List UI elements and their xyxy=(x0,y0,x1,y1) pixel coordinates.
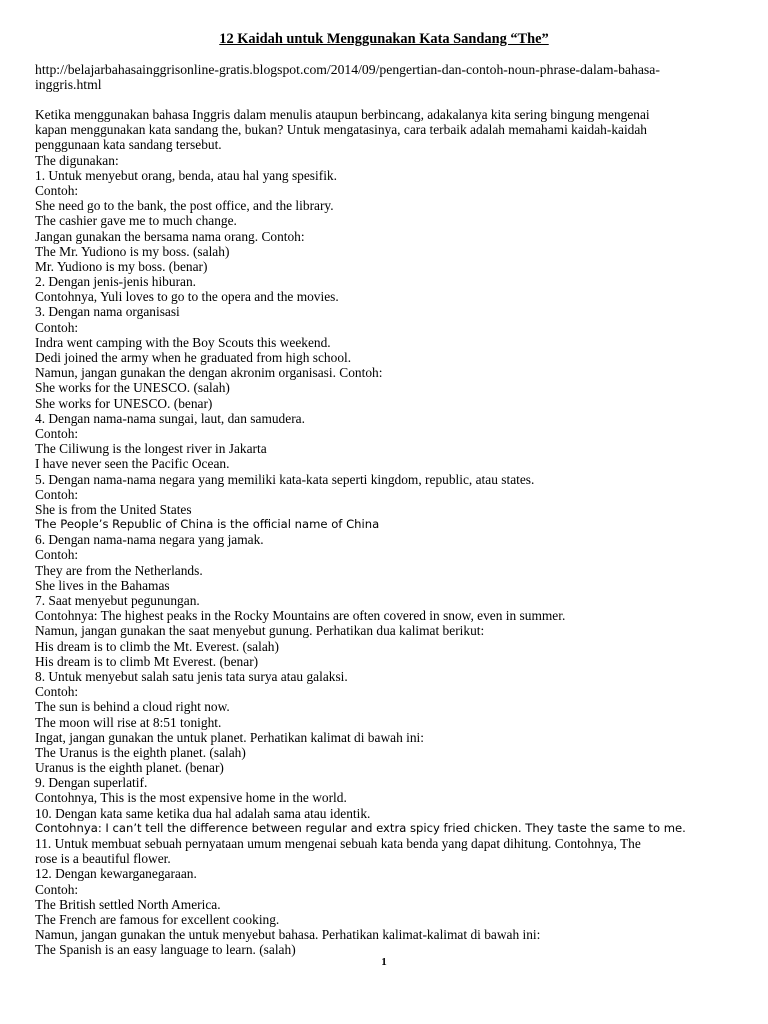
body-line: The Spanish is an easy language to learn. (salah) xyxy=(35,942,296,958)
body-line: 6. Dengan nama-nama negara yang jamak. xyxy=(35,532,264,548)
body-line: Contoh: xyxy=(35,182,79,198)
body-line: 9. Dengan superlatif. xyxy=(35,775,148,791)
body-line: Indra went camping with the Boy Scouts this weekend. xyxy=(35,334,331,350)
body-line: Jangan gunakan the bersama nama orang. Contoh: xyxy=(35,228,305,244)
body-line: 12. Dengan kewarganegaraan. xyxy=(35,866,197,882)
body-line: Ingat, jangan gunakan the untuk planet. Perhatikan kalimat di bawah ini: xyxy=(35,729,424,745)
body-line: She is from the United States xyxy=(35,501,192,517)
body-line: The moon will rise at 8:51 tonight. xyxy=(35,714,222,730)
source-url xyxy=(35,62,735,93)
body-line: The People’s Republic of China is the official name of China xyxy=(35,517,380,532)
body-line: 3. Dengan nama organisasi xyxy=(35,304,180,320)
body-line: The Ciliwung is the longest river in Jakarta xyxy=(35,441,267,457)
body-line: She lives in the Bahamas xyxy=(35,577,170,593)
body-line: 5. Dengan nama-nama negara yang memiliki kata-kata seperti kingdom, republic, atau states. xyxy=(35,471,535,487)
body-line: 7. Saat menyebut pegunungan. xyxy=(35,593,200,608)
body-line: I have never seen the Pacific Ocean. xyxy=(35,456,230,472)
body-line: Contohnya: The highest peaks in the Rocky Mountains are often covered in snow, even in summer. xyxy=(35,608,566,624)
source-url-line-2: inggris.html xyxy=(35,77,102,93)
body-line: She need go to the bank, the post office, and the library. xyxy=(35,198,334,214)
page-number: 1 xyxy=(381,956,387,968)
body-line: Dedi joined the army when he graduated from high school. xyxy=(35,350,352,365)
body-line: Namun, jangan gunakan the untuk menyebut bahasa. Perhatikan kalimat-kalimat di bawah ini: xyxy=(35,927,541,943)
body-line: 2. Dengan jenis-jenis hiburan. xyxy=(35,274,197,290)
body-line: 8. Untuk menyebut salah satu jenis tata surya atau galaksi. xyxy=(35,668,348,684)
body-line: Namun, jangan gunakan the saat menyebut gunung. Perhatikan dua kalimat berikut: xyxy=(35,623,485,639)
body-line: Uranus is the eighth planet. (benar) xyxy=(35,760,224,776)
body-line: Ketika menggunakan bahasa Inggris dalam menulis ataupun berbincang, adakalanya kita sering bingung mengenai xyxy=(35,107,650,122)
body-line: 11. Untuk membuat sebuah pernyataan umum mengenai sebuah kata benda yang dapat dihitung. Contohnya, The xyxy=(35,836,641,851)
body-line: Contoh: xyxy=(35,319,79,335)
body-line: Contohnya: I can’t tell the difference between regular and extra spicy fried chicken. They taste the same to me. xyxy=(35,820,686,835)
body-line: The digunakan: xyxy=(35,152,119,168)
body-line: The sun is behind a cloud right now. xyxy=(35,699,230,715)
document-title: 12 Kaidah untuk Menggunakan Kata Sandang “The” xyxy=(219,31,549,47)
body-line: The Mr. Yudiono is my boss. (salah) xyxy=(35,243,230,259)
body-line: The Uranus is the eighth planet. (salah) xyxy=(35,744,246,760)
body-line: The cashier gave me to much change. xyxy=(35,213,237,229)
body-line: Contoh: xyxy=(35,684,79,700)
body-line: 1. Untuk menyebut orang, benda, atau hal yang spesifik. xyxy=(35,167,337,183)
body-line: Mr. Yudiono is my boss. (benar) xyxy=(35,258,208,274)
body-line: Contohnya, This is the most expensive home in the world. xyxy=(35,790,347,806)
body-line: Contoh: xyxy=(35,486,79,502)
body-line: rose is a beautiful flower. xyxy=(35,851,171,867)
body-line: She works for UNESCO. (benar) xyxy=(35,395,213,411)
body-line: Contoh: xyxy=(35,425,79,441)
body-line: His dream is to climb the Mt. Everest. (salah) xyxy=(35,638,279,654)
body-line: His dream is to climb Mt Everest. (benar) xyxy=(35,653,259,669)
body-line: The British settled North America. xyxy=(35,896,221,912)
body-line: 4. Dengan nama-nama sungai, laut, dan samudera. xyxy=(35,410,305,426)
body-line: Namun, jangan gunakan the dengan akronim organisasi. Contoh: xyxy=(35,365,383,381)
body-line: 10. Dengan kata same ketika dua hal adalah sama atau identik. xyxy=(35,805,371,821)
body-line: She works for the UNESCO. (salah) xyxy=(35,380,230,396)
body-line: Contohnya, Yuli loves to go to the opera and the movies. xyxy=(35,289,339,305)
source-url-line-1: http://belajarbahasainggrisonline-gratis.blogspot.com/2014/09/pengertian-dan-contoh-noun-phrase-dalam-bahasa- xyxy=(35,62,660,77)
body-line: The French are famous for excellent cooking. xyxy=(35,911,280,927)
document-body xyxy=(35,107,735,958)
body-line: kapan menggunakan kata sandang the, bukan? Untuk mengatasinya, cara terbaik adalah memahami kaidah-kaidah xyxy=(35,122,648,138)
body-line: They are from the Netherlands. xyxy=(35,562,203,578)
body-line: Contoh: xyxy=(35,547,79,563)
body-line: penggunaan kata sandang tersebut. xyxy=(35,137,222,153)
body-line: Contoh: xyxy=(35,881,79,897)
